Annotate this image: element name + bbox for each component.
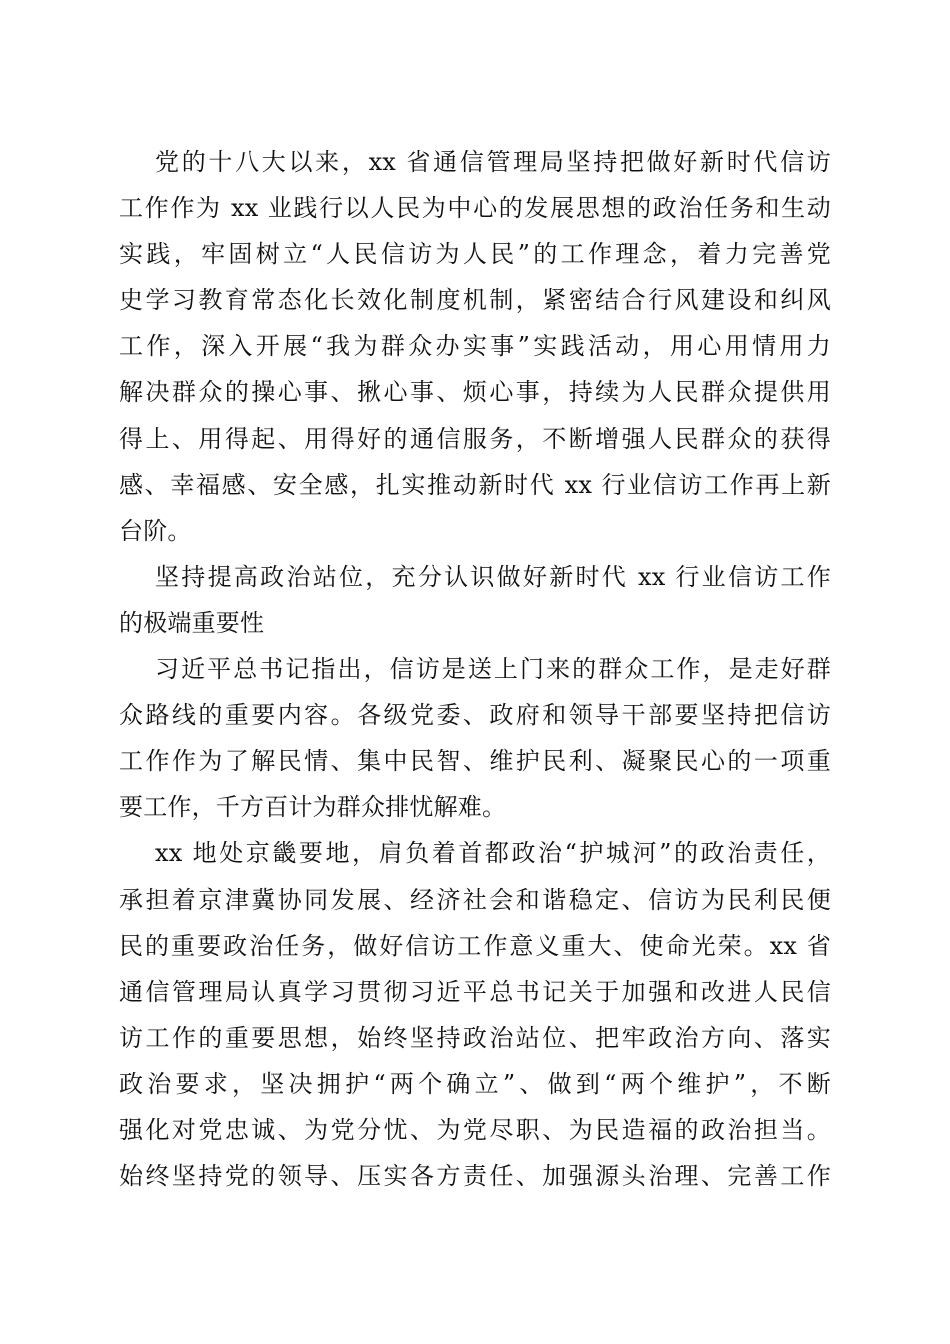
paragraph-3-line-2: 承担着京津冀协同发展、经济社会和谐稳定、信访为民利民便 [119, 885, 831, 914]
paragraph-1-line-2: 工作作为 xx 业践行以人民为中心的发展思想的政治任务和生动 [119, 194, 831, 223]
paragraph-3-line-1: xx 地处京畿要地，肩负着首都政治“护城河”的政治责任， [155, 839, 831, 868]
paragraph-2-line-3: 工作作为了解民情、集中民智、维护民利、凝聚民心的一项重 [119, 747, 831, 776]
paragraph-3-line-4: 通信管理局认真学习贯彻习近平总书记关于加强和改进人民信 [119, 977, 831, 1006]
paragraph-1-line-9: 台阶。 [119, 516, 192, 545]
heading-line-1: 坚持提高政治站位，充分认识做好新时代 xx 行业信访工作 [155, 562, 831, 591]
paragraph-1-line-7: 得上、用得起、用得好的通信服务，不断增强人民群众的获得 [119, 424, 831, 453]
paragraph-1-line-6: 解决群众的操心事、揪心事、烦心事，持续为人民群众提供用 [119, 378, 831, 407]
paragraph-1-line-1: 党的十八大以来，xx 省通信管理局坚持把做好新时代信访 [155, 148, 831, 176]
paragraph-1-line-5: 工作，深入开展“我为群众办实事”实践活动，用心用情用力 [119, 332, 831, 361]
paragraph-3-line-7: 强化对党忠诚、为党分忧、为党尽职、为民造福的政治担当。 [119, 1115, 831, 1144]
heading-line-2: 的极端重要性 [119, 608, 265, 637]
paragraph-2-line-4: 要工作，千方百计为群众排忧解难。 [119, 793, 507, 822]
paragraph-1-line-3: 实践，牢固树立“人民信访为人民”的工作理念，着力完善党 [119, 240, 831, 269]
paragraph-3-line-3: 民的重要政治任务，做好信访工作意义重大、使命光荣。xx 省 [119, 931, 831, 960]
paragraph-2-line-2: 众路线的重要内容。各级党委、政府和领导干部要坚持把信访 [119, 701, 831, 730]
paragraph-1-line-4: 史学习教育常态化长效化制度机制，紧密结合行风建设和纠风 [119, 286, 831, 315]
document-body [119, 139, 831, 1199]
paragraph-1-line-8: 感、幸福感、安全感，扎实推动新时代 xx 行业信访工作再上新 [119, 470, 831, 499]
paragraph-2-line-1: 习近平总书记指出，信访是送上门来的群众工作，是走好群 [155, 655, 831, 684]
paragraph-3-line-8: 始终坚持党的领导、压实各方责任、加强源头治理、完善工作 [119, 1162, 831, 1191]
paragraph-3-line-6: 政治要求，坚决拥护“两个确立”、做到“两个维护”，不断 [119, 1069, 831, 1098]
paragraph-3-line-5: 访工作的重要思想，始终坚持政治站位、把牢政治方向、落实 [119, 1023, 831, 1052]
